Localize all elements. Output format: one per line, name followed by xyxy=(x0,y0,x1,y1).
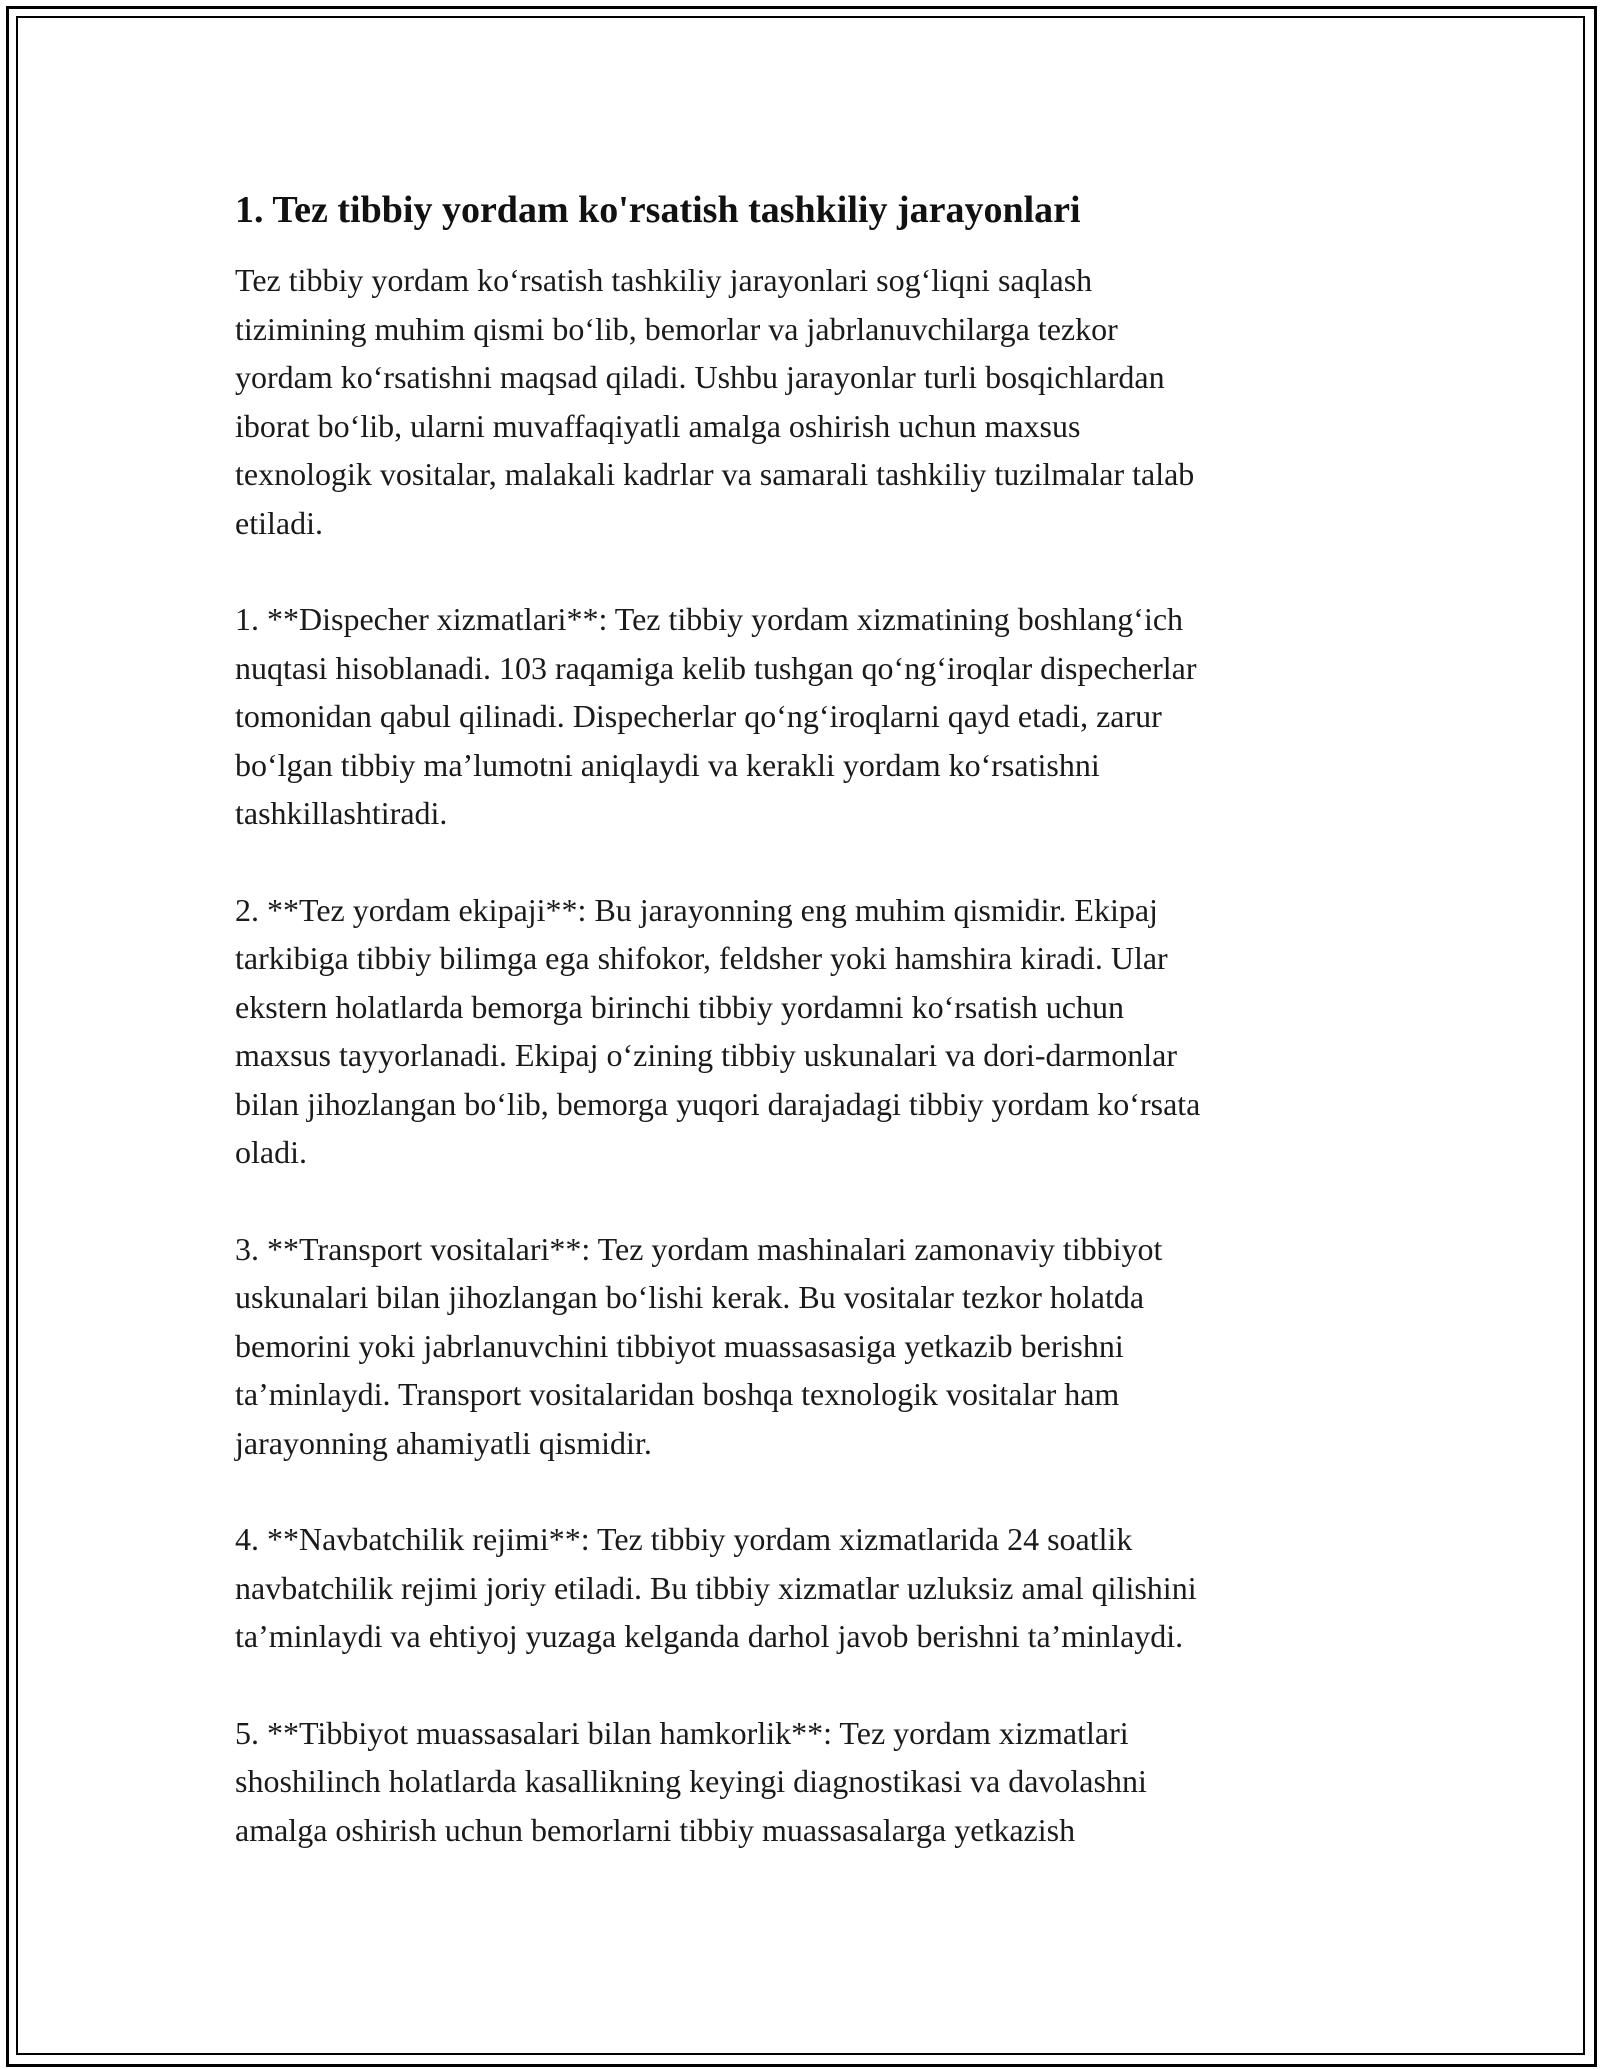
paragraph-tibbiyot-muassasalari: 5. **Tibbiyot muassasalari bilan hamkorlik**: Tez yordam xizmatlari shoshilinch holatlarda kasallikning keyingi diagnostikasi va davolashni amalga oshirish uchun bemorlarni tibbiy muassasalarga yetkazish xyxy=(235,1714,1147,1848)
paragraph-dispecher-xizmatlari: 1. **Dispecher xizmatlari**: Tez tibbiy yordam xizmatining boshlang‘ich nuqtasi hisoblanadi. 103 raqamiga kelib tushgan qo‘ng‘iroqlar dispecherlar tomonidan qabul qilinadi. Dispecherlar qo‘ng‘iroqlarni qayd etadi, zarur bo‘lgan tibbiy ma’lumotni aniqlaydi va kerakli yordam ko‘rsatishni tashkillashtiradi. xyxy=(235,601,1197,831)
document-body xyxy=(235,186,1355,1854)
paragraph-navbatchilik-rejimi: 4. **Navbatchilik rejimi**: Tez tibbiy yordam xizmatlarida 24 soatlik navbatchilik rejimi joriy etiladi. Bu tibbiy xizmatlar uzluksiz amal qilishini ta’minlaydi va ehtiyoj yuzaga kelganda darhol javob berishni ta’minlaydi. xyxy=(235,1521,1197,1654)
paragraph-transport-vositalari: 3. **Transport vositalari**: Tez yordam mashinalari zamonaviy tibbiyot uskunalari bilan jihozlangan bo‘lishi kerak. Bu vositalar tezkor holatda bemorini yoki jabrlanuvchini tibbiyot muassasasiga yetkazib berishni ta’minlaydi. Transport vositalaridan boshqa texnologik vositalar ham jarayonning ahamiyatli qismidir. xyxy=(235,1230,1163,1461)
paragraph-tez-yordam-ekipaji: 2. **Tez yordam ekipaji**: Bu jarayonning eng muhim qismidir. Ekipaj tarkibiga tibbiy bilimga ega shifokor, feldsher yoki hamshira kiradi. Ular ekstern holatlarda bemorga birinchi tibbiy yordamni ko‘rsatish uchun maxsus tayyorlanadi. Ekipaj o‘zining tibbiy uskunalari va dori-darmonlar bilan jihozlangan bo‘lib, bemorga yuqori darajadagi tibbiy yordam ko‘rsata oladi. xyxy=(235,891,1201,1170)
document-title: 1. Tez tibbiy yordam ko'rsatish tashkiliy jarayonlari xyxy=(235,189,1081,231)
intro-paragraph: Tez tibbiy yordam ko‘rsatish tashkiliy jarayonlari sog‘liqni saqlash tizimining muhim qismi bo‘lib, bemorlar va jabrlanuvchilarga tezkor yordam ko‘rsatishni maqsad qiladi. Ushbu jarayonlar turli bosqichlardan iborat bo‘lib, ularni muvaffaqiyatli amalga oshirish uchun maxsus texnologik vositalar, malakali kadrlar va samarali tashkiliy tuzilmalar talab etiladi. xyxy=(235,262,1195,541)
